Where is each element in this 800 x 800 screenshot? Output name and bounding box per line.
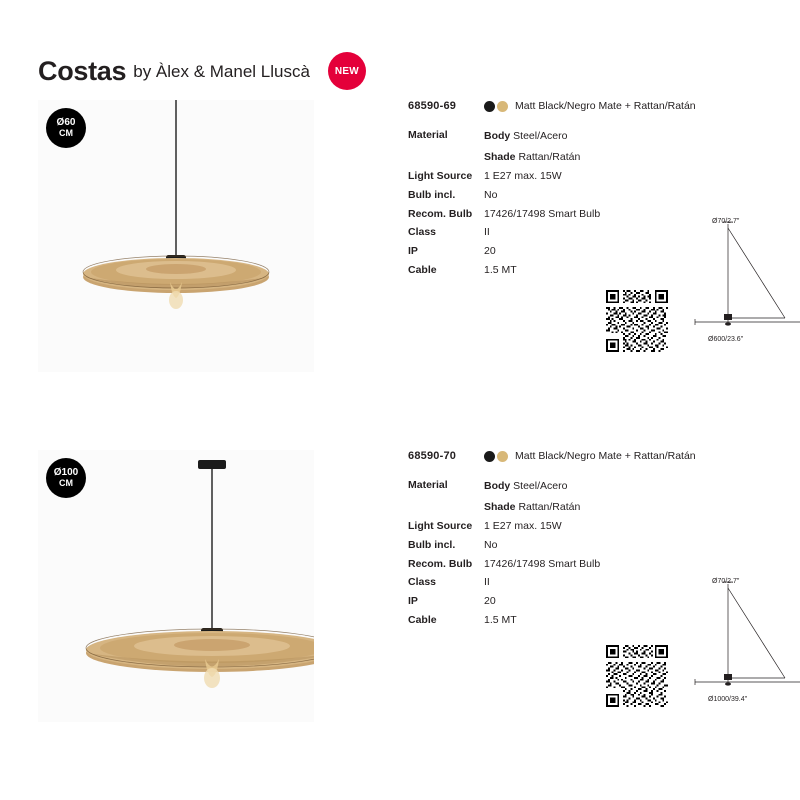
spec-key: IP (408, 244, 418, 257)
qr-code (606, 290, 668, 352)
spec-key: Light Source (408, 520, 473, 533)
spec-value: 17426/17498 Smart Bulb (484, 557, 601, 570)
spec-value: No (484, 539, 498, 552)
dimension-label-bottom: Ø1000/39.4" (708, 696, 748, 703)
spec-value (484, 129, 567, 144)
spec-value: II (484, 226, 490, 239)
spec-key: Bulb incl. (408, 539, 456, 552)
spec-key: Class (408, 576, 437, 589)
status-badge: NEW (328, 52, 366, 90)
diameter-badge (46, 458, 86, 498)
swatch-rattan (497, 451, 508, 462)
dimension-label-bottom: Ø600/23.6" (708, 336, 744, 343)
diameter-unit: CM (59, 477, 73, 488)
spec-value: 1.5 MT (484, 263, 517, 276)
spec-value: No (484, 189, 498, 202)
swatch-rattan (497, 101, 508, 112)
spec-value-text: Rattan/Ratán (518, 500, 581, 513)
dimension-diagram-svg (690, 578, 800, 708)
table-row (408, 558, 748, 571)
diameter-value: Ø100 (53, 467, 79, 479)
qr-code (606, 645, 668, 707)
spec-value-bold: Shade (484, 500, 516, 513)
dimension-label-top: Ø70/2.7" (712, 218, 740, 225)
diameter-badge (46, 108, 86, 148)
spec-key: IP (408, 594, 418, 607)
spec-key: Cable (408, 263, 437, 276)
table-row (408, 479, 748, 494)
spec-value: 20 (484, 594, 496, 607)
spec-key: Recom. Bulb (408, 557, 473, 570)
spec-value: 1 E27 max. 15W (484, 520, 562, 533)
spec-value (484, 150, 580, 165)
spec-value-bold: Body (484, 130, 511, 142)
spec-value: 1.5 MT (484, 613, 517, 626)
page-header (38, 52, 366, 90)
spec-key (408, 500, 484, 515)
spec-value-bold: Shade (484, 150, 516, 163)
spec-value-text: Steel/Acero (513, 480, 568, 492)
product-code-row (408, 100, 748, 112)
product-code-row (408, 450, 748, 462)
spec-value-text: Rattan/Ratán (518, 150, 581, 163)
swatch-black (484, 451, 495, 462)
spec-key: Material (408, 479, 448, 491)
spec-value: 1 E27 max. 15W (484, 170, 562, 183)
page-title: Costas (38, 55, 127, 86)
diameter-value: Ø60 (56, 117, 76, 129)
diameter-unit: CM (59, 127, 73, 138)
spec-key (408, 150, 484, 165)
spec-value: 17426/17498 Smart Bulb (484, 207, 601, 220)
spec-value (484, 479, 567, 494)
spec-value: 20 (484, 244, 496, 257)
product-image-panel (38, 450, 314, 722)
table-row (408, 539, 748, 552)
spec-value (484, 500, 580, 515)
product-code: 68590-70 (408, 450, 457, 462)
spec-key: Material (408, 129, 448, 141)
table-row (408, 520, 748, 533)
dimension-drawing (690, 218, 800, 348)
spec-key: Bulb incl. (408, 189, 456, 202)
spec-key: Cable (408, 613, 437, 626)
color-swatches (484, 101, 508, 112)
designer-credit: by Àlex & Manel Lluscà (133, 61, 310, 81)
spec-value: II (484, 576, 490, 589)
table-row (408, 150, 748, 165)
dimension-label-top: Ø70/2.7" (712, 578, 740, 585)
spec-value-bold: Body (484, 480, 511, 492)
table-row (408, 189, 748, 202)
spec-key: Class (408, 226, 437, 239)
table-row (408, 129, 748, 144)
table-row (408, 500, 748, 515)
dimension-drawing (690, 578, 800, 708)
product-code: 68590-69 (408, 100, 457, 112)
finish-label: Matt Black/Negro Mate + Rattan/Ratán (515, 450, 696, 462)
table-row (408, 170, 748, 183)
finish-label: Matt Black/Negro Mate + Rattan/Ratán (515, 100, 696, 112)
spec-key: Recom. Bulb (408, 207, 473, 220)
spec-key: Light Source (408, 170, 473, 183)
spec-value-text: Steel/Acero (513, 130, 568, 142)
color-swatches (484, 451, 508, 462)
product-image-panel (38, 100, 314, 372)
swatch-black (484, 101, 495, 112)
dimension-diagram-svg (690, 218, 800, 348)
